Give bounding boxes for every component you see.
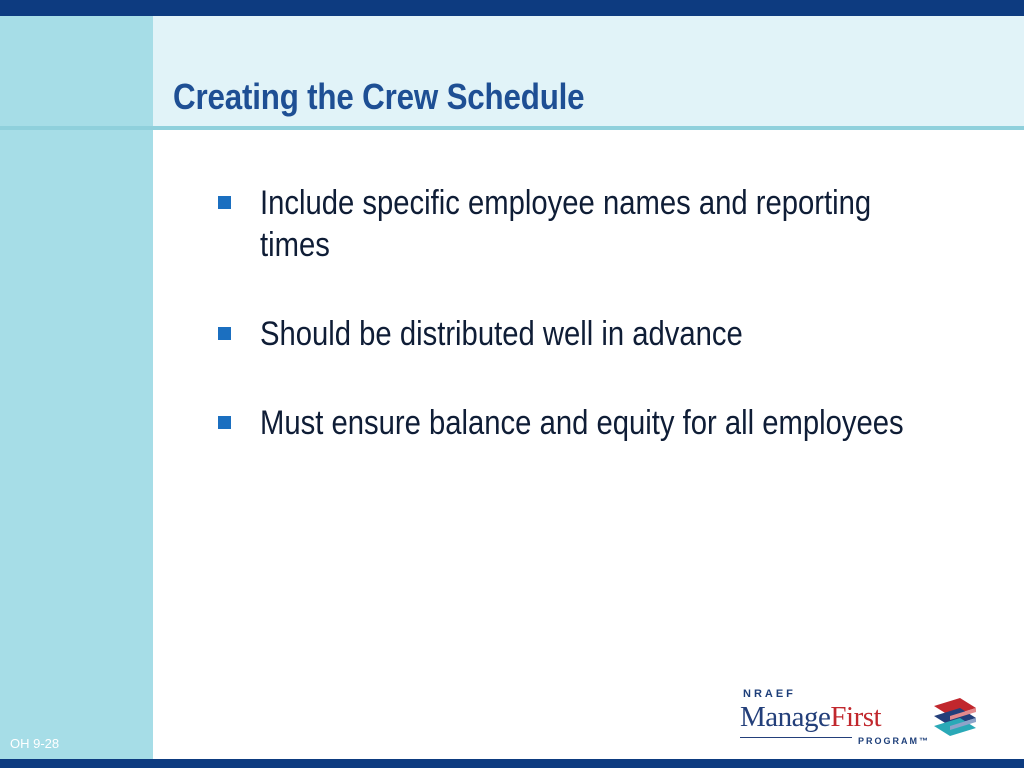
logo-org-name: NRAEF <box>743 688 796 700</box>
bullet-item <box>218 402 1008 444</box>
bullet-item <box>218 313 1008 355</box>
bullet-text: Must ensure balance and equity for all employees <box>260 404 904 442</box>
bullet-list <box>218 182 1008 491</box>
square-bullet-icon <box>218 327 231 340</box>
logo-wordmark <box>740 700 881 734</box>
bullet-text: Should be distributed well in advance <box>260 315 743 353</box>
logo-rule <box>740 737 852 738</box>
logo-manage-text: Manage <box>740 701 831 733</box>
bullet-text: Include specific employee names and reporting times <box>260 184 872 264</box>
slide-code: OH 9-28 <box>10 736 60 751</box>
square-bullet-icon <box>218 196 231 209</box>
logo-program-text: PROGRAM™ <box>858 736 930 746</box>
managefirst-logo <box>740 688 990 750</box>
bullet-item <box>218 182 1008 266</box>
top-bar <box>0 0 1024 16</box>
bottom-bar <box>0 759 1024 768</box>
square-bullet-icon <box>218 416 231 429</box>
title-divider <box>0 126 1024 130</box>
page-title: Creating the Crew Schedule <box>173 76 585 117</box>
stacked-books-icon <box>930 696 980 738</box>
logo-first-text: First <box>830 701 882 733</box>
